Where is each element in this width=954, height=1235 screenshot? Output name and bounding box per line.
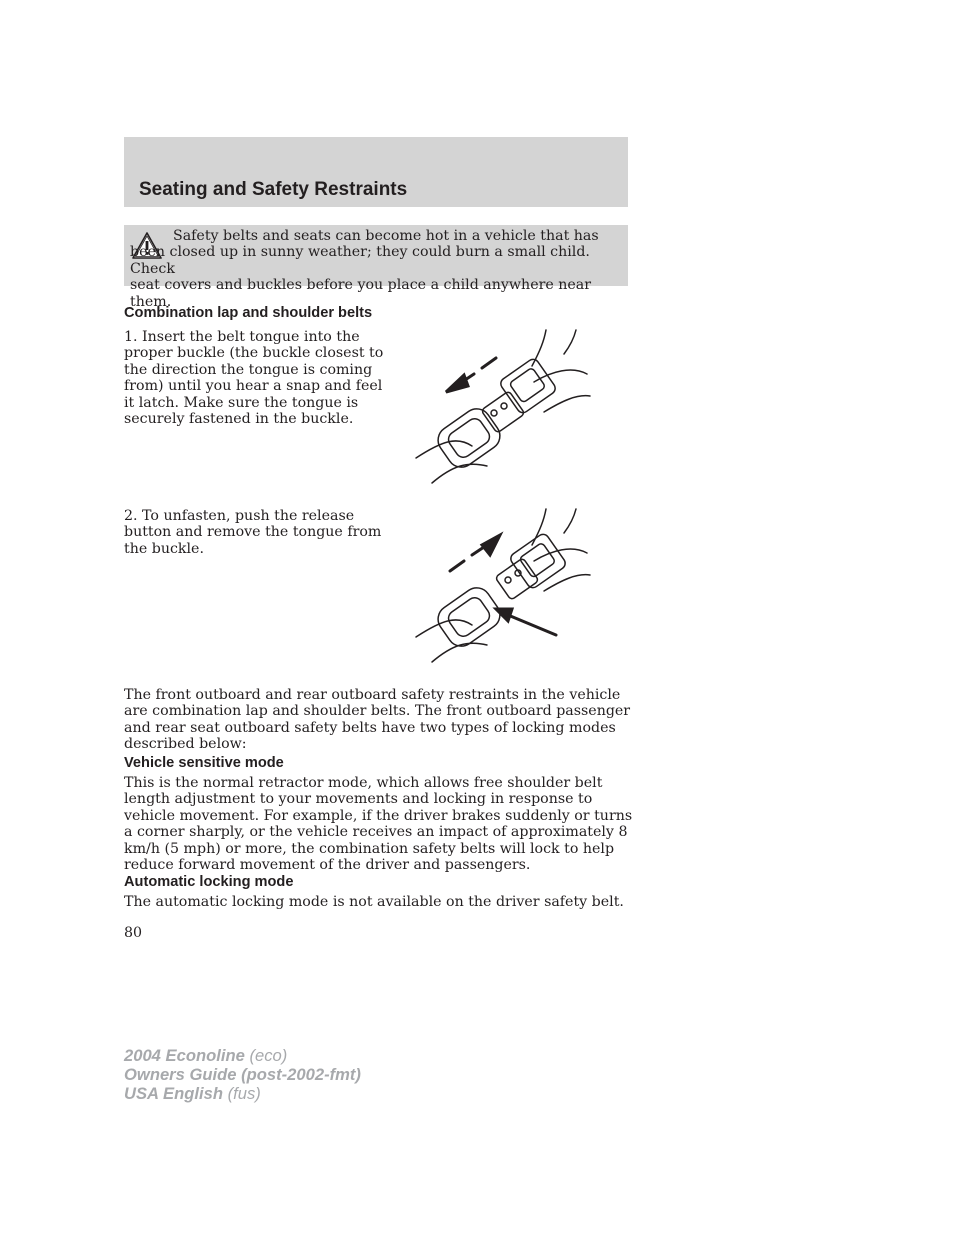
belt-fasten-illustration	[412, 326, 592, 488]
warning-text-line2: seat covers and buckles before you place a child anywhere near them.	[130, 277, 592, 310]
vehicle-sensitive-heading: Vehicle sensitive mode	[124, 755, 284, 771]
footer-language: USA English	[124, 1084, 223, 1103]
page-title: Seating and Safety Restraints	[139, 179, 408, 200]
belt-unfasten-illustration	[412, 505, 592, 667]
step-2-text: 2. To unfasten, push the release button and remove the tongue from the buckle.	[124, 508, 382, 557]
warning-text	[130, 228, 624, 310]
combination-belts-heading: Combination lap and shoulder belts	[124, 305, 373, 321]
footer-guide: Owners Guide (post-2002-fmt)	[124, 1065, 361, 1084]
step-1-text: 1. Insert the belt tongue into the proper buckle (the buckle closest to the direction the tongue is coming from) until you hear a snap and feel it latch. Make sure the tongue is securely fastened in the buckle.	[124, 329, 384, 428]
warning-box	[124, 225, 628, 310]
warning-text-line1: Safety belts and seats can become hot in a vehicle that has been closed up in sunny weather; they could burn a small child. Check	[130, 228, 599, 277]
vehicle-sensitive-body: This is the normal retractor mode, which allows free shoulder belt length adjustment to your movements and locking in response to vehicle movement. For example, if the driver brakes suddenly or turns a corner sharply, or the vehicle receives an impact of approximately 8 km/h (5 mph) or more, the combination safety belts will lock to help reduce forward movement of the driver and passengers.	[124, 775, 633, 874]
combination-belts-body: The front outboard and rear outboard safety restraints in the vehicle are combination lap and shoulder belts. The front outboard passenger and rear seat outboard safety belts have two types of locking modes described below:	[124, 687, 631, 753]
footer-model-code: (eco)	[244, 1046, 288, 1065]
automatic-locking-heading: Automatic locking mode	[124, 874, 294, 890]
document-footer	[124, 1046, 361, 1103]
automatic-locking-body: The automatic locking mode is not available on the driver safety belt.	[124, 894, 624, 910]
footer-model: 2004 Econoline	[124, 1046, 245, 1065]
section-header-band	[124, 137, 628, 207]
page-number: 80	[124, 925, 143, 941]
footer-language-code: (fus)	[222, 1084, 261, 1103]
